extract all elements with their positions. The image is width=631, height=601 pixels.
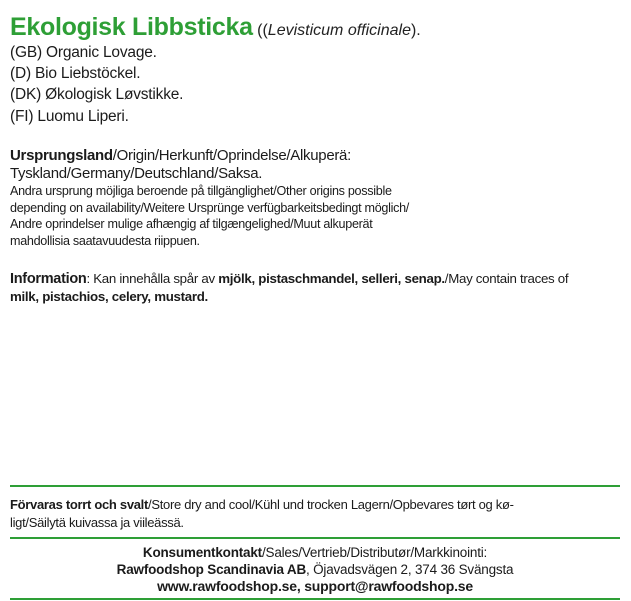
storage-instructions: Förvaras torrt och svalt/Store dry and cool/Kühl und trocken Lagern/Opbevares tørt og kø- ligt/Säilytä kuivassa ja viileässä.: [10, 497, 514, 530]
contact-company: Rawfoodshop Scandinavia AB, Öjavadsvägen 2, 374 36 Svängsta: [116, 562, 514, 577]
translation-fi: (FI) Luomu Liperi.: [10, 108, 129, 125]
translation-gb: (GB) Organic Lovage.: [10, 44, 157, 61]
product-title-line: [10, 13, 421, 42]
origin-countries: Tyskland/Germany/Deutschland/Saksa.: [10, 165, 263, 182]
divider-top: [10, 485, 620, 487]
contact-web: www.rawfoodshop.se, support@rawfoodshop.se: [157, 578, 473, 594]
origin-note: Andra ursprung möjliga beroende på tillgänglighet/Other origins possible depending on availability/Weitere Ursprünge verfügbarkeitsbedingt möglich/ Andre oprindelser mulige afhængig af tilgængelighed/Muut alkuperät mahdollisia saatavuudesta riippuen.: [10, 184, 410, 248]
origin-heading: Ursprungsland/Origin/Herkunft/Oprindelse/Alkuperä:: [10, 147, 351, 164]
product-name: Ekologisk Libbsticka: [10, 13, 253, 41]
translation-de: (D) Bio Liebstöckel.: [10, 65, 141, 82]
latin-name: ((Levisticum officinale).: [257, 22, 421, 39]
allergen-information: Information: Kan innehålla spår av mjölk, pistaschmandel, selleri, senap./May contain traces of milk, pistachios, celery, mustard.: [10, 271, 569, 304]
divider-bottom: [10, 598, 620, 600]
contact-heading: Konsumentkontakt/Sales/Vertrieb/Distributør/Markkinointi:: [142, 545, 488, 560]
divider-middle: [10, 537, 620, 539]
translation-dk: (DK) Økologisk Løvstikke.: [10, 86, 184, 103]
